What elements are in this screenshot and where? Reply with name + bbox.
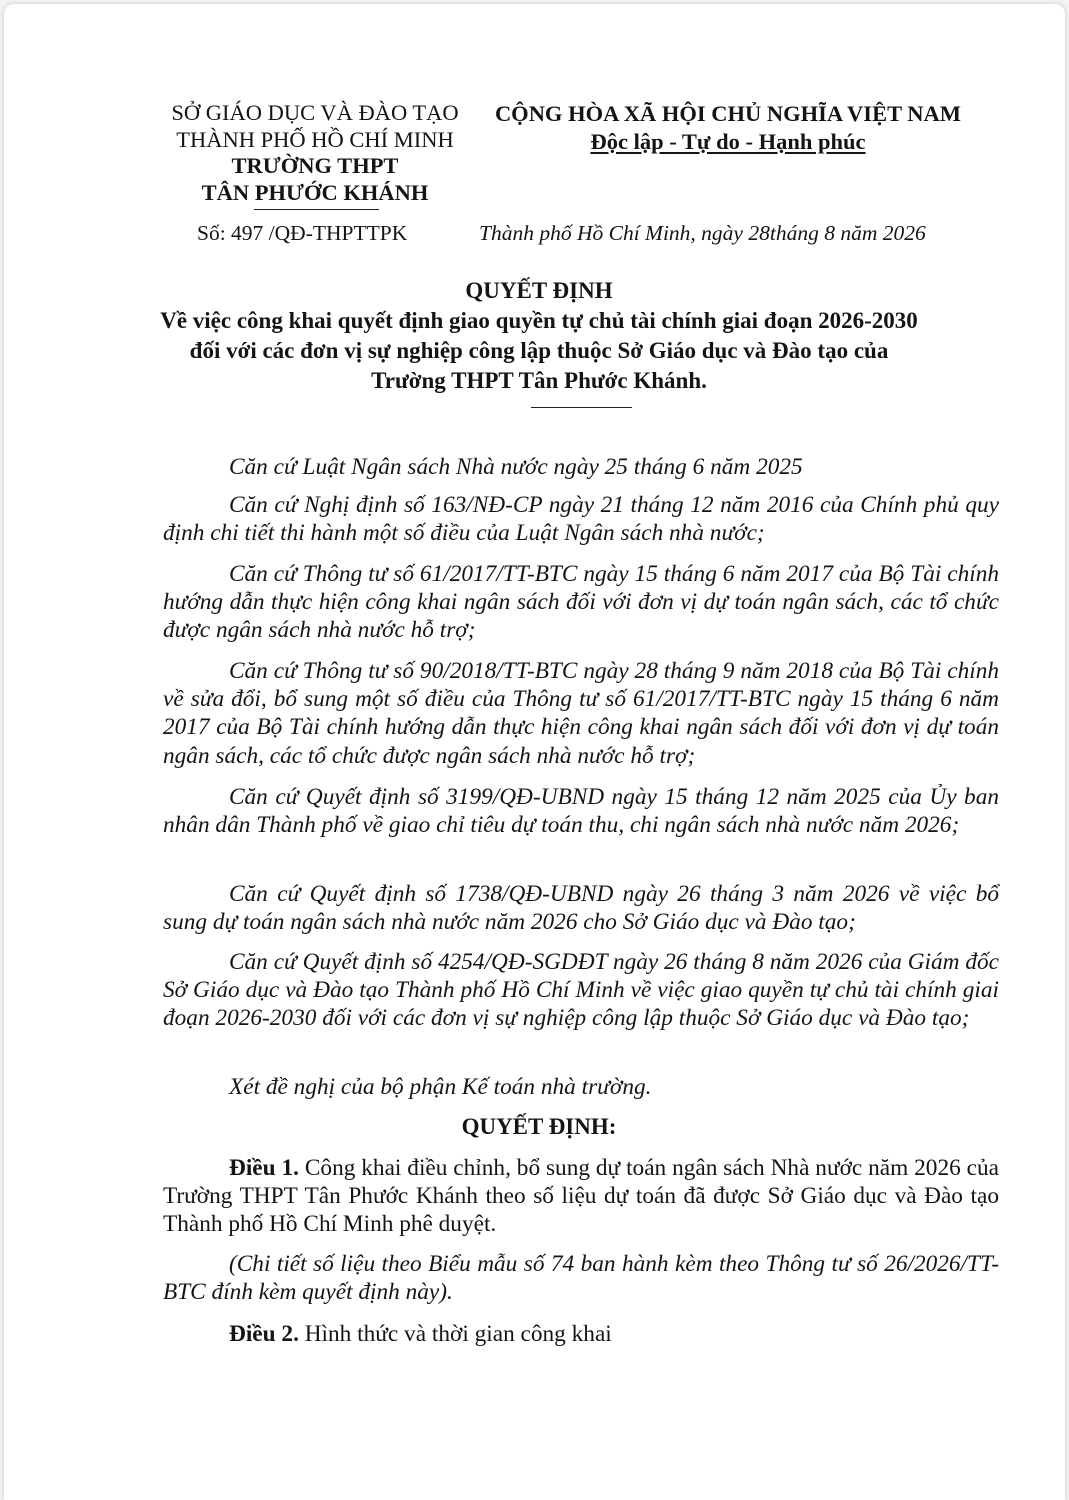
article-2: Điều 2. Hình thức và thời gian công khai <box>229 1321 612 1347</box>
school-line-2: TÂN PHƯỚC KHÁNH <box>201 179 429 205</box>
title-separator <box>531 407 632 408</box>
article-1-note: (Chi tiết số liệu theo Biểu mẫu số 74 ban hành kèm theo Thông tư số 26/2026/TT-BTC đính kèm quyết định này). <box>163 1251 999 1306</box>
legal-basis-2: Căn cứ Nghị định số 163/NĐ-CP ngày 21 tháng 12 năm 2016 của Chính phủ quy định chi tiết thi hành một số điều của Luật Ngân sách nhà nước; <box>163 492 999 547</box>
document-type: QUYẾT ĐỊNH <box>465 278 613 303</box>
proposal-line: Xét đề nghị của bộ phận Kế toán nhà trường. <box>229 1074 652 1100</box>
legal-basis-6: Căn cứ Quyết định số 1738/QĐ-UBND ngày 26 tháng 3 năm 2026 về việc bổ sung dự toán ngân sách nhà nước năm 2026 cho Sở Giáo dục và Đào tạo; <box>163 881 999 936</box>
agency-underline <box>254 209 379 210</box>
issuing-agency-block <box>162 100 468 206</box>
document-number: Số: 497 /QĐ-THPTTPK <box>197 221 408 245</box>
national-title: CỘNG HÒA XÃ HỘI CHỦ NGHĨA VIỆT NAM <box>494 101 962 126</box>
national-title-block <box>478 100 978 156</box>
legal-basis-7: Căn cứ Quyết định số 4254/QĐ-SGDĐT ngày 26 tháng 8 năm 2026 của Giám đốc Sở Giáo dục và Đào tạo Thành phố Hồ Chí Minh về việc giao quyền tự chủ tài chính giai đoạn 2026-2030 đối với các đơn vị sự nghiệp công lập thuộc Sở Giáo dục và Đào tạo; <box>163 949 999 1032</box>
subject-line-2: đối với các đơn vị sự nghiệp công lập thuộc Sở Giáo dục và Đào tạo của <box>189 338 889 363</box>
document-title-block <box>114 276 964 396</box>
agency-line-1: SỞ GIÁO DỤC VÀ ĐÀO TẠO <box>171 100 459 125</box>
legal-basis-5: Căn cứ Quyết định số 3199/QĐ-UBND ngày 15 tháng 12 năm 2025 của Ủy ban nhân dân Thành phố về giao chỉ tiêu dự toán thu, chi ngân sách nhà nước năm 2026; <box>163 784 999 839</box>
agency-line-2: THÀNH PHỐ HỒ CHÍ MINH <box>176 126 454 152</box>
decision-heading: QUYẾT ĐỊNH: <box>461 1114 617 1139</box>
legal-basis-1: Căn cứ Luật Ngân sách Nhà nước ngày 25 tháng 6 năm 2025 <box>229 454 803 480</box>
legal-basis-3: Căn cứ Thông tư số 61/2017/TT-BTC ngày 15 tháng 6 năm 2017 của Bộ Tài chính hướng dẫn thực hiện công khai ngân sách đối với đơn vị dự toán ngân sách, các tổ chức được ngân sách nhà nước hỗ trợ; <box>163 561 999 644</box>
document-page <box>4 4 1065 1500</box>
subject-line-1: Về việc công khai quyết định giao quyền tự chủ tài chính giai đoạn 2026-2030 <box>160 308 918 333</box>
article-1: Điều 1. Công khai điều chỉnh, bổ sung dự toán ngân sách Nhà nước năm 2026 của Trường THPT Tân Phước Khánh theo số liệu dự toán đã được Sở Giáo dục và Đào tạo Thành phố Hồ Chí Minh phê duyệt. <box>163 1155 999 1238</box>
national-motto: Độc lập - Tự do - Hạnh phúc <box>590 129 866 154</box>
document-date: Thành phố Hồ Chí Minh, ngày 28tháng 8 năm 2026 <box>479 221 926 245</box>
legal-basis-4: Căn cứ Thông tư số 90/2018/TT-BTC ngày 28 tháng 9 năm 2018 của Bộ Tài chính về sửa đổi, bổ sung một số điều của Thông tư số 61/2017/TT-BTC ngày 15 tháng 6 năm 2017 của Bộ Tài chính hướng dẫn thực hiện công khai ngân sách đối với đơn vị dự toán ngân sách, các tổ chức được ngân sách nhà nước hỗ trợ; <box>163 658 999 769</box>
school-line-1: TRƯỜNG THPT <box>231 153 399 178</box>
subject-line-3: Trường THPT Tân Phước Khánh. <box>371 368 707 393</box>
